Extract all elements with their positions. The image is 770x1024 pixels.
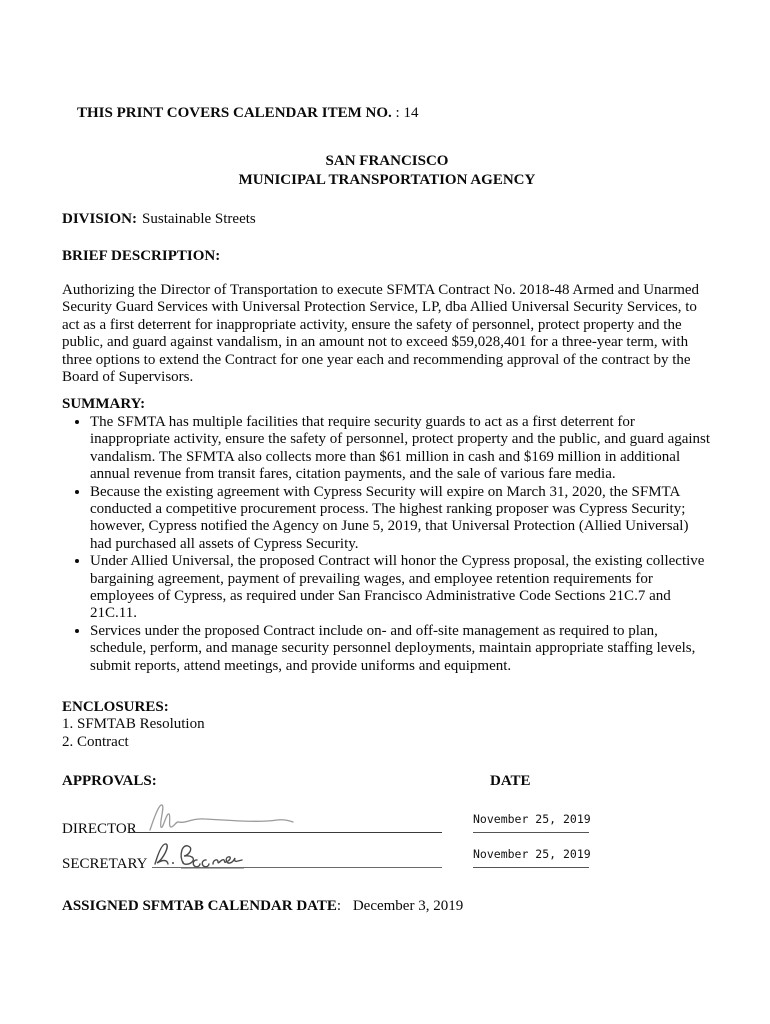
summary-item: • The SFMTA has multiple facilities that require security guards to act as a first deterrent for inappropriate activity, ensure the safety of personnel, protect property and the public, and guard against vandalism. The SFMTA also collects more than $61 million in cash and $169 million in additional annual revenue from transit fares, citation payments, and the sale of various fare media. (90, 414, 712, 484)
agency-name-line2: MUNICIPAL TRANSPORTATION AGENCY (238, 171, 536, 188)
enclosures-section (62, 699, 712, 751)
summary-item: • Because the existing agreement with Cypress Security will expire on March 31, 2020, the SFMTA conducted a competitive procurement process. The highest ranking proposer was Cypress Security; however, Cypress notified the Agency on June 5, 2019, that Universal Protection (Allied Universal) had purchased all assets of Cypress Security. (90, 484, 712, 554)
summary-item: • Services under the proposed Contract include on- and off-site management as required to plan, schedule, perform, and manage security personnel deployments, maintain appropriate staffing levels, submit reports, attend meetings, and provide uniforms and equipment. (90, 623, 712, 675)
summary-heading: SUMMARY: (62, 396, 146, 413)
agency-name-line1: SAN FRANCISCO (325, 153, 449, 170)
secretary-date: November 25, 2019 (473, 848, 589, 868)
agency-name (62, 152, 712, 189)
assigned-calendar-date-value: December 3, 2019 (352, 898, 464, 915)
approvals-header (62, 773, 712, 791)
director-signature (147, 800, 297, 834)
approvals-heading: APPROVALS: (62, 773, 157, 790)
brief-description-text: Authorizing the Director of Transportation to execute SFMTA Contract No. 2018-48 Armed and Unarmed Security Guard Services with Universal Protection Service, LP, dba Allied Universal Security Services, to act as a first deterrent for inappropriate activity, ensure the safety of personnel, protect property and the public, and guard against vandalism, in an amount not to exceed $59,028,401 for a three-year term, with three options to extend the Contract for one year each and recommending approval of the contract by the Board of Supervisors. (62, 282, 700, 386)
division-line (62, 211, 712, 228)
approvals-section (62, 773, 712, 876)
secretary-label: SECRETARY (62, 855, 148, 872)
secretary-approval-row (62, 841, 712, 876)
calendar-item-label: THIS PRINT COVERS CALENDAR ITEM NO. (77, 105, 392, 122)
summary-item: • Under Allied Universal, the proposed Contract will honor the Cypress proposal, the existing collective bargaining agreement, payment of prevailing wages, and employee retention requirements for employees of Cypress, as required under San Francisco Administrative Code Sections 21C.7 and 21C.11. (90, 553, 712, 623)
brief-description-heading: BRIEF DESCRIPTION: (62, 247, 221, 264)
summary-list (62, 414, 712, 675)
assigned-calendar-date-label: ASSIGNED SFMTAB CALENDAR DATE (62, 898, 337, 915)
assigned-calendar-date-line (62, 898, 712, 915)
assigned-calendar-date-separator: : (336, 898, 345, 915)
director-date: November 25, 2019 (473, 813, 589, 833)
date-column-heading: DATE (490, 773, 531, 790)
calendar-item-line (62, 88, 712, 140)
calendar-item-separator: : (391, 105, 404, 122)
calendar-item-number: 14 (403, 105, 419, 122)
director-label: DIRECTOR (62, 820, 137, 837)
enclosures-heading: ENCLOSURES: (62, 698, 169, 715)
secretary-signature (147, 837, 277, 871)
division-label: DIVISION: (62, 211, 138, 228)
enclosure-item: 1. SFMTAB Resolution (62, 716, 205, 733)
enclosure-item: 2. Contract (62, 733, 129, 750)
director-approval-row (62, 791, 712, 841)
division-value: Sustainable Streets (142, 211, 256, 228)
